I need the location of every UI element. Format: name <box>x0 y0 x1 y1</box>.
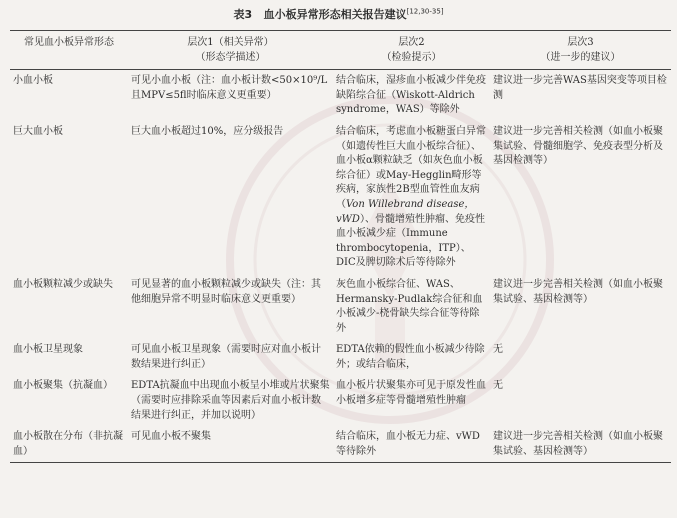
cell-level1: 巨大血小板超过10%，应分级报告 <box>131 125 284 137</box>
table-row <box>10 426 671 463</box>
cell-morphology: 血小板颗粒减少或缺失 <box>13 278 113 290</box>
cell-level3: 建议进一步完善WAS基因突变等项目检测 <box>493 75 667 101</box>
table-header-row <box>10 31 671 70</box>
header-morphology: 常见血小板异常形态 <box>10 31 128 70</box>
header-level1: 层次1（相关异常） （形态学描述） <box>128 31 333 70</box>
cell-level2: EDTA依赖的假性血小板减少待除外；或结合临床， <box>336 344 485 370</box>
cell-level3: 建议进一步完善相关检测（如血小板聚集试验、基因检测等） <box>493 278 663 305</box>
cell-level1: EDTA抗凝血中出现血小板呈小堆或片状聚集（需要时应排除采血等因素后对血小板计数结果进行纠正，并加以说明） <box>131 380 330 421</box>
header-level3: 层次3 （进一步的建议） <box>490 31 671 70</box>
cell-level2: 结合临床，湿疹血小板减少伴免疫缺陷综合征（Wiskott-Aldrich syndrome，WAS）等除外 <box>336 75 486 116</box>
table-title-text: 血小板异常形态相关报告建议 <box>263 8 407 21</box>
cell-morphology: 小血小板 <box>13 75 53 87</box>
cell-morphology: 血小板散在分布（非抗凝血） <box>10 426 128 463</box>
table-label: 表3 <box>233 8 253 21</box>
cell-level1: 可见小血小板（注：血小板计数<50×10⁹/L且MPV≤5fl时临床意义更重要） <box>131 75 328 101</box>
header-level2: 层次2 （检验提示） <box>333 31 490 70</box>
table-title <box>0 6 677 22</box>
cell-level1: 可见显著的血小板颗粒减少或缺失（注：其他细胞异常不明显时临床意义更重要） <box>131 278 321 305</box>
cell-level2: 灰色血小板综合征、WAS、Hermansky-Pudlak综合征和血小板减少-桡骨缺失综合征等待除外 <box>336 278 483 334</box>
cell-level3: 建议进一步完善相关检测（如血小板聚集试验、骨髓细胞学、免疫表型分析及基因检测等） <box>493 125 663 167</box>
table-row <box>10 375 671 426</box>
cell-level3: 无 <box>493 380 503 392</box>
vwd-italic-text: Von Willebrand disease，vWD <box>336 198 475 225</box>
cell-level2: 结合临床，考虑血小板糖蛋白异常（如遗传性巨大血小板综合征）、血小板α颗粒缺乏（如灰色血小板综合征）或May-Hegglin畸形等疾病，家族性2B型血管性血友病（Von Willebrand disease，vWD）、骨髓增殖性肿瘤、免疫性血小板减少症（Immune thrombocytopenia，ITP）、DIC及脾切除术后等待除外 <box>336 125 486 269</box>
cell-level3: 建议进一步完善相关检测（如血小板聚集试验、基因检测等） <box>490 426 671 463</box>
table-title-refs: [12,30-35] <box>406 7 444 16</box>
table-row <box>10 70 671 121</box>
cell-level1: 可见血小板不聚集 <box>128 426 333 463</box>
cell-level2: 结合临床，血小板无力症、vWD等待除外 <box>333 426 490 463</box>
table-row <box>10 339 671 375</box>
cell-morphology: 巨大血小板 <box>13 125 63 137</box>
cell-level1: 可见血小板卫星现象（需要时应对血小板计数结果进行纠正） <box>131 344 321 370</box>
cell-level3: 无 <box>493 344 503 356</box>
table-row <box>10 121 671 274</box>
cell-morphology: 血小板聚集（抗凝血） <box>13 380 113 392</box>
cell-morphology: 血小板卫星现象 <box>13 344 83 356</box>
platelet-morphology-table <box>10 30 671 463</box>
cell-level2: 血小板片状聚集亦可见于原发性血小板增多症等骨髓增殖性肿瘤 <box>336 380 486 407</box>
table-row <box>10 274 671 339</box>
